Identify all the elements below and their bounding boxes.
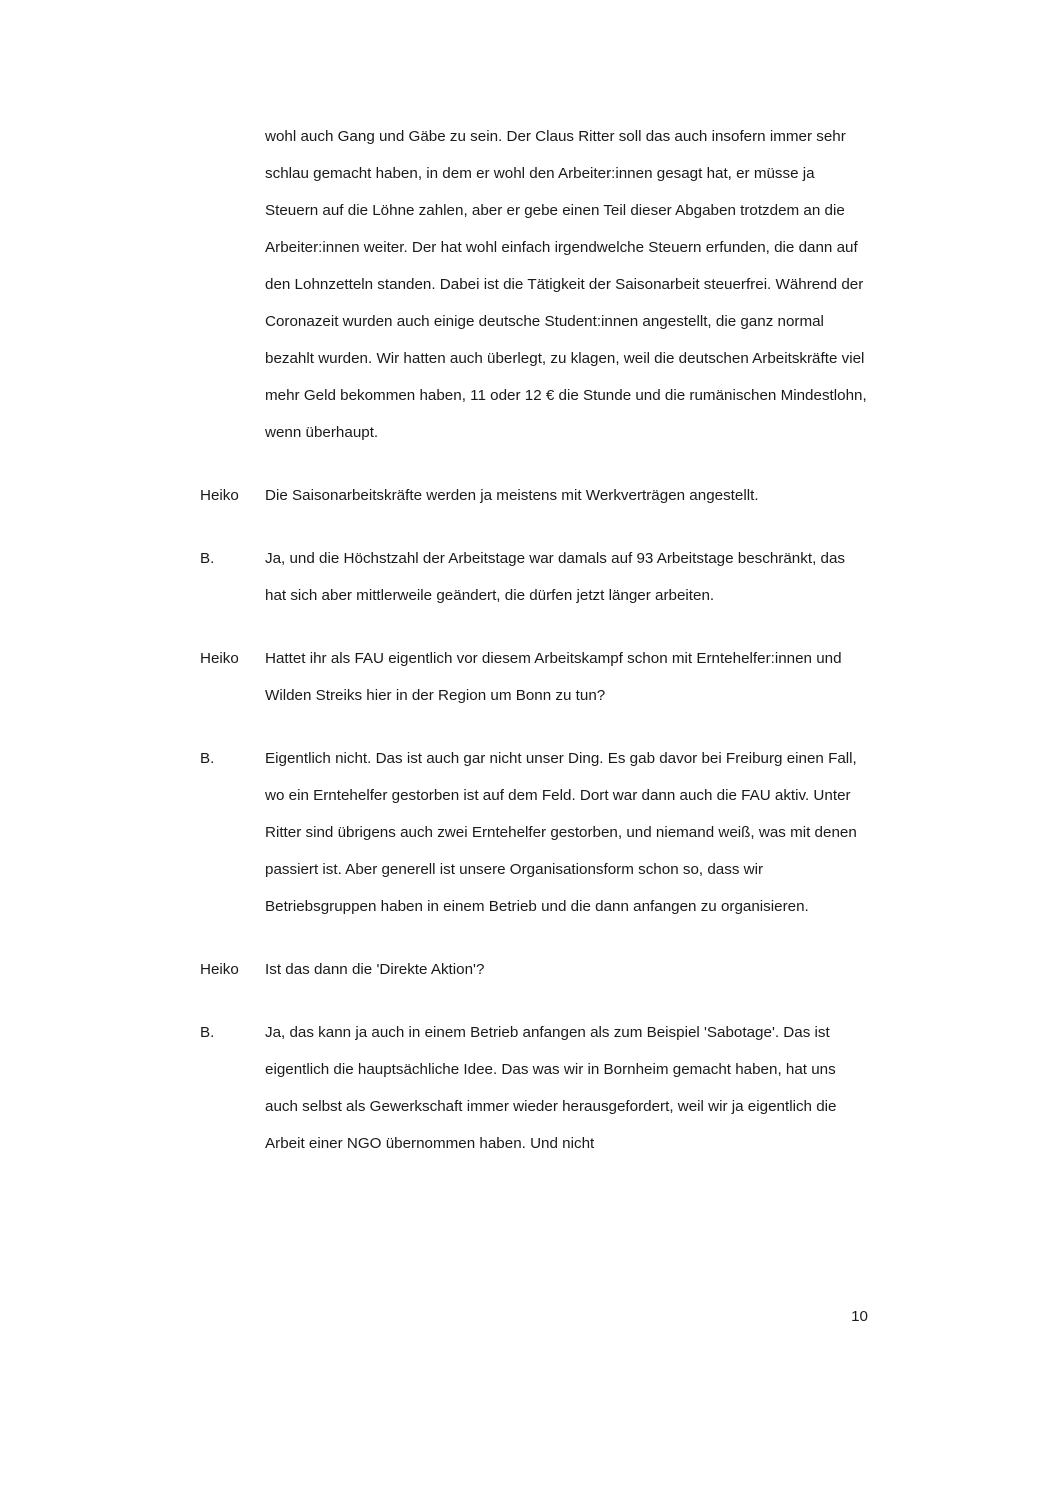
transcript-entry <box>200 477 868 514</box>
transcript-entry <box>200 1014 868 1162</box>
speech-text: Ja, und die Höchstzahl der Arbeitstage war damals auf 93 Arbeitstage beschränkt, das hat sich aber mittlerweile geändert, die dürfen jetzt länger arbeiten. <box>265 550 845 604</box>
speaker-label: Heiko <box>200 487 239 504</box>
speech-text: Die Saisonarbeitskräfte werden ja meistens mit Werkverträgen angestellt. <box>265 487 759 504</box>
speaker-label: B. <box>200 750 215 767</box>
speaker-label: B. <box>200 1024 215 1041</box>
speaker-label: Heiko <box>200 650 239 667</box>
transcript-entry <box>200 540 868 614</box>
transcript-entry <box>200 740 868 925</box>
transcript-entry <box>200 640 868 714</box>
page-number: 10 <box>851 1308 868 1325</box>
transcript-entry <box>200 118 868 451</box>
speech-text: Hattet ihr als FAU eigentlich vor diesem Arbeitskampf schon mit Erntehelfer:innen und Wilden Streiks hier in der Region um Bonn zu tun? <box>265 650 842 704</box>
speech-text: Eigentlich nicht. Das ist auch gar nicht unser Ding. Es gab davor bei Freiburg einen Fall, wo ein Erntehelfer gestorben ist auf dem Feld. Dort war dann auch die FAU aktiv. Unter Ritter sind übrigens auch zwei Erntehelfer gestorben, und niemand weiß, was mit denen passiert ist. Aber generell ist unsere Organisationsform schon so, dass wir Betriebsgruppen haben in einem Betrieb und die dann anfangen zu organisieren. <box>265 750 857 915</box>
speech-text: wohl auch Gang und Gäbe zu sein. Der Claus Ritter soll das auch insofern immer sehr schlau gemacht haben, in dem er wohl den Arbeiter:innen gesagt hat, er müsse ja Steuern auf die Löhne zahlen, aber er gebe einen Teil dieser Abgaben trotzdem an die Arbeiter:innen weiter. Der hat wohl einfach irgendwelche Steuern erfunden, die dann auf den Lohnzetteln standen. Dabei ist die Tätigkeit der Saisonarbeit steuerfrei. Während der Coronazeit wurden auch einige deutsche Student:innen angestellt, die ganz normal bezahlt wurden. Wir hatten auch überlegt, zu klagen, weil die deutschen Arbeitskräfte viel mehr Geld bekommen haben, 11 oder 12 € die Stunde und die rumänischen Mindestlohn, wenn überhaupt. <box>265 128 867 441</box>
speaker-label: B. <box>200 550 215 567</box>
transcript-entry <box>200 951 868 988</box>
speaker-label: Heiko <box>200 961 239 978</box>
transcript-body <box>200 118 868 1188</box>
speech-text: Ist das dann die 'Direkte Aktion'? <box>265 961 485 978</box>
speech-text: Ja, das kann ja auch in einem Betrieb anfangen als zum Beispiel 'Sabotage'. Das ist eigentlich die hauptsächliche Idee. Das was wir in Bornheim gemacht haben, hat uns auch selbst als Gewerkschaft immer wieder herausgefordert, weil wir ja eigentlich die Arbeit einer NGO übernommen haben. Und nicht <box>265 1024 837 1152</box>
